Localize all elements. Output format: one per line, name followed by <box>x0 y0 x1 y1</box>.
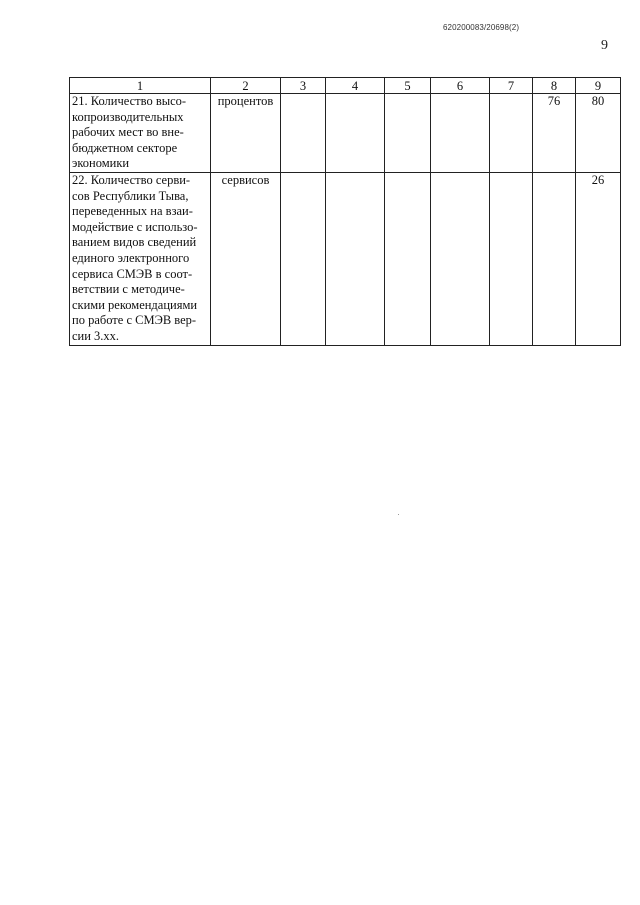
indicator-name-line: бюджетном секторе <box>72 140 178 155</box>
value-cell-5 <box>385 172 431 345</box>
table-row <box>70 94 621 173</box>
indicator-name-line: ванием видов сведений <box>72 235 197 250</box>
indicator-name-line: модействие с использо- <box>72 219 198 234</box>
indicator-name-line: сии 3.хх. <box>72 328 120 343</box>
value-cell-8 <box>533 172 576 345</box>
value-cell-9: 26 <box>576 172 621 345</box>
column-header-4: 4 <box>326 78 385 94</box>
value-cell-4 <box>326 94 385 173</box>
column-header-9: 9 <box>576 78 621 94</box>
document-code: 620200083/20698(2) <box>443 23 520 32</box>
column-header-8: 8 <box>533 78 576 94</box>
indicator-name-cell <box>70 94 211 173</box>
value-cell-9: 80 <box>576 94 621 173</box>
scan-speck <box>398 514 399 515</box>
indicator-name-line: сов Республики Тыва, <box>72 188 189 203</box>
indicator-name-line: 22. Количество серви- <box>72 172 191 187</box>
value-cell-3 <box>281 172 326 345</box>
indicators-table <box>69 77 621 346</box>
indicator-name-cell <box>70 172 211 345</box>
column-header-5: 5 <box>385 78 431 94</box>
column-header-7: 7 <box>490 78 533 94</box>
value-cell-8: 76 <box>533 94 576 173</box>
value-cell-7 <box>490 172 533 345</box>
indicator-name-line: ветствии с методиче- <box>72 282 185 297</box>
column-header-6: 6 <box>431 78 490 94</box>
indicator-name-line: рабочих мест во вне- <box>72 125 184 140</box>
value-cell-5 <box>385 94 431 173</box>
indicator-name-line: сервиса СМЭВ в соот- <box>72 266 193 281</box>
value-cell-7 <box>490 94 533 173</box>
unit-cell: процентов <box>211 94 281 173</box>
column-header-1: 1 <box>70 78 211 94</box>
column-header-3: 3 <box>281 78 326 94</box>
indicator-name-line: 21. Количество высо- <box>72 94 187 108</box>
unit-cell: сервисов <box>211 172 281 345</box>
value-cell-6 <box>431 172 490 345</box>
value-cell-4 <box>326 172 385 345</box>
indicator-name-line: копроизводительных <box>72 109 184 124</box>
page-number: 9 <box>601 38 608 53</box>
table-row <box>70 172 621 345</box>
column-header-2: 2 <box>211 78 281 94</box>
indicator-name-line: экономики <box>72 156 130 171</box>
indicator-name-line: скими рекомендациями <box>72 297 198 312</box>
indicator-name-line: единого электронного <box>72 250 190 265</box>
value-cell-3 <box>281 94 326 173</box>
indicator-name-line: переведенных на взаи- <box>72 204 193 219</box>
indicator-name-line: по работе с СМЭВ вер- <box>72 313 197 328</box>
value-cell-6 <box>431 94 490 173</box>
table-header-row <box>70 78 621 94</box>
